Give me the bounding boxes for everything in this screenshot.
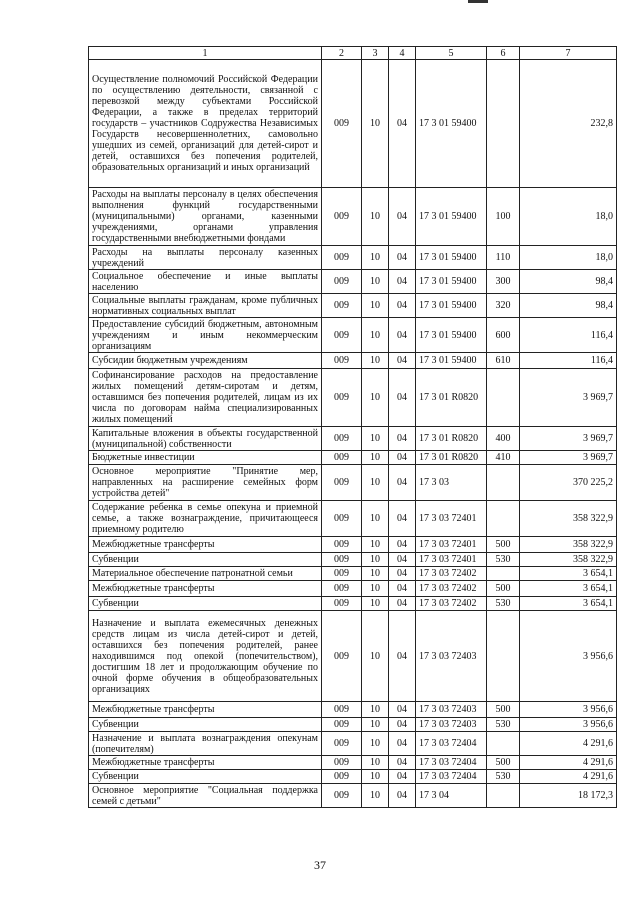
row-expense-type: [487, 611, 520, 702]
row-subsection-code: 04: [389, 597, 416, 611]
row-subsection-code: 04: [389, 294, 416, 318]
row-expense-type: [487, 784, 520, 808]
row-amount: 3 654,1: [520, 597, 617, 611]
column-header: 4: [389, 47, 416, 60]
row-target-article: 17 3 01 59400: [416, 60, 487, 188]
row-subsection-code: 04: [389, 246, 416, 270]
row-name: Содержание ребенка в семье опекуна и приемной семье, а также вознаграждение, причитающееся приемному родителю: [89, 501, 322, 537]
row-section-code: 10: [362, 597, 389, 611]
row-amount: 116,4: [520, 353, 617, 369]
column-header: 7: [520, 47, 617, 60]
row-section-code: 10: [362, 60, 389, 188]
table-row: [89, 732, 617, 756]
table-row: [89, 188, 617, 246]
table-row: [89, 60, 617, 188]
row-section-code: 10: [362, 756, 389, 770]
row-section-code: 10: [362, 188, 389, 246]
table-row: [89, 318, 617, 353]
row-target-article: 17 3 01 59400: [416, 246, 487, 270]
row-section-code: 10: [362, 427, 389, 451]
row-section-code: 10: [362, 718, 389, 732]
row-name: Софинансирование расходов на предоставление жилых помещений детям-сиротам и детям, оставшимся без попечения родителей, лицам из их числа по договорам найма специализированных жилых помещений: [89, 369, 322, 427]
table-row: [89, 770, 617, 784]
row-amount: 4 291,6: [520, 756, 617, 770]
row-ministry-code: 009: [322, 369, 362, 427]
row-section-code: 10: [362, 369, 389, 427]
row-target-article: 17 3 03 72403: [416, 718, 487, 732]
row-ministry-code: 009: [322, 770, 362, 784]
row-ministry-code: 009: [322, 718, 362, 732]
row-section-code: 10: [362, 581, 389, 597]
row-expense-type: [487, 501, 520, 537]
row-amount: 4 291,6: [520, 770, 617, 784]
row-section-code: 10: [362, 732, 389, 756]
row-amount: 358 322,9: [520, 553, 617, 567]
row-section-code: 10: [362, 553, 389, 567]
row-name: Основное мероприятие "Принятие мер, направленных на расширение семейных форм устройства детей": [89, 465, 322, 501]
table-row: [89, 553, 617, 567]
row-ministry-code: 009: [322, 756, 362, 770]
row-name: Субвенции: [89, 770, 322, 784]
row-expense-type: 530: [487, 718, 520, 732]
column-header: 5: [416, 47, 487, 60]
table-row: [89, 369, 617, 427]
row-ministry-code: 009: [322, 246, 362, 270]
table-row: [89, 427, 617, 451]
page-number: 37: [314, 858, 326, 872]
row-ministry-code: 009: [322, 270, 362, 294]
row-name: Осуществление полномочий Российской Федерации по осуществлению деятельности, связанной с перевозкой между субъектами Российской Федерации, а также в пределах территорий государств – участников Содружества Независимых Государств несовершеннолетних, самовольно ушедших из семей, организаций для детей-сирот и детей, оставшихся без попечения родителей, образовательных организаций и иных организаций: [89, 60, 322, 188]
row-amount: 3 956,6: [520, 702, 617, 718]
row-amount: 358 322,9: [520, 501, 617, 537]
row-target-article: 17 3 03 72402: [416, 597, 487, 611]
row-name: Социальные выплаты гражданам, кроме публичных нормативных социальных выплат: [89, 294, 322, 318]
row-name: Предоставление субсидий бюджетным, автономным учреждениям и иным некоммерческим организациям: [89, 318, 322, 353]
row-section-code: 10: [362, 270, 389, 294]
row-section-code: 10: [362, 537, 389, 553]
row-expense-type: 320: [487, 294, 520, 318]
row-subsection-code: 04: [389, 702, 416, 718]
row-ministry-code: 009: [322, 581, 362, 597]
row-subsection-code: 04: [389, 318, 416, 353]
row-amount: 3 654,1: [520, 581, 617, 597]
row-section-code: 10: [362, 567, 389, 581]
row-ministry-code: 009: [322, 353, 362, 369]
row-target-article: 17 3 03 72402: [416, 567, 487, 581]
row-subsection-code: 04: [389, 270, 416, 294]
row-ministry-code: 009: [322, 427, 362, 451]
row-subsection-code: 04: [389, 784, 416, 808]
row-target-article: 17 3 03 72404: [416, 756, 487, 770]
budget-table-body: [89, 47, 617, 808]
table-row: [89, 451, 617, 465]
row-subsection-code: 04: [389, 770, 416, 784]
column-header: 1: [89, 47, 322, 60]
row-amount: 3 969,7: [520, 369, 617, 427]
row-target-article: 17 3 01 59400: [416, 318, 487, 353]
row-ministry-code: 009: [322, 188, 362, 246]
row-section-code: 10: [362, 451, 389, 465]
row-subsection-code: 04: [389, 611, 416, 702]
row-subsection-code: 04: [389, 732, 416, 756]
row-amount: 232,8: [520, 60, 617, 188]
row-name: Капитальные вложения в объекты государственной (муниципальной) собственности: [89, 427, 322, 451]
row-expense-type: [487, 567, 520, 581]
row-expense-type: 500: [487, 756, 520, 770]
row-ministry-code: 009: [322, 784, 362, 808]
row-section-code: 10: [362, 294, 389, 318]
row-name: Социальное обеспечение и иные выплаты населению: [89, 270, 322, 294]
row-expense-type: [487, 369, 520, 427]
table-row: [89, 501, 617, 537]
row-section-code: 10: [362, 318, 389, 353]
table-row: [89, 465, 617, 501]
table-row: [89, 784, 617, 808]
row-name: Межбюджетные трансферты: [89, 581, 322, 597]
table-row: [89, 718, 617, 732]
row-ministry-code: 009: [322, 553, 362, 567]
row-ministry-code: 009: [322, 451, 362, 465]
row-subsection-code: 04: [389, 537, 416, 553]
row-subsection-code: 04: [389, 369, 416, 427]
column-number-header: [89, 47, 617, 60]
row-amount: 3 969,7: [520, 427, 617, 451]
row-amount: 358 322,9: [520, 537, 617, 553]
row-target-article: 17 3 03 72403: [416, 611, 487, 702]
table-row: [89, 756, 617, 770]
row-target-article: 17 3 03 72404: [416, 770, 487, 784]
row-amount: 3 969,7: [520, 451, 617, 465]
row-subsection-code: 04: [389, 567, 416, 581]
row-name: Субвенции: [89, 553, 322, 567]
row-section-code: 10: [362, 784, 389, 808]
row-ministry-code: 009: [322, 60, 362, 188]
row-amount: 116,4: [520, 318, 617, 353]
row-target-article: 17 3 04: [416, 784, 487, 808]
row-section-code: 10: [362, 770, 389, 784]
table-row: [89, 567, 617, 581]
row-ministry-code: 009: [322, 537, 362, 553]
table-row: [89, 294, 617, 318]
column-header: 2: [322, 47, 362, 60]
row-target-article: 17 3 01 59400: [416, 188, 487, 246]
row-name: Расходы на выплаты персоналу в целях обеспечения выполнения функций государственными (муниципальными) органами, казенными учреждениями, органами управления государственными внебюджетными фондами: [89, 188, 322, 246]
row-subsection-code: 04: [389, 553, 416, 567]
row-amount: 98,4: [520, 270, 617, 294]
row-expense-type: [487, 465, 520, 501]
row-amount: 3 956,6: [520, 611, 617, 702]
row-subsection-code: 04: [389, 353, 416, 369]
row-name: Субвенции: [89, 597, 322, 611]
row-expense-type: 300: [487, 270, 520, 294]
row-section-code: 10: [362, 501, 389, 537]
row-target-article: 17 3 01 R0820: [416, 451, 487, 465]
row-ministry-code: 009: [322, 611, 362, 702]
row-target-article: 17 3 01 R0820: [416, 427, 487, 451]
row-section-code: 10: [362, 353, 389, 369]
row-subsection-code: 04: [389, 188, 416, 246]
row-expense-type: 410: [487, 451, 520, 465]
row-target-article: 17 3 03 72401: [416, 537, 487, 553]
row-subsection-code: 04: [389, 756, 416, 770]
row-subsection-code: 04: [389, 501, 416, 537]
row-expense-type: 610: [487, 353, 520, 369]
row-target-article: 17 3 01 R0820: [416, 369, 487, 427]
row-name: Основное мероприятие "Социальная поддержка семей с детьми": [89, 784, 322, 808]
row-amount: 18,0: [520, 246, 617, 270]
table-row: [89, 537, 617, 553]
row-subsection-code: 04: [389, 60, 416, 188]
row-expense-type: 530: [487, 770, 520, 784]
row-expense-type: 530: [487, 553, 520, 567]
row-subsection-code: 04: [389, 718, 416, 732]
row-section-code: 10: [362, 702, 389, 718]
row-expense-type: [487, 732, 520, 756]
row-name: Субсидии бюджетным учреждениям: [89, 353, 322, 369]
row-ministry-code: 009: [322, 732, 362, 756]
row-section-code: 10: [362, 246, 389, 270]
row-ministry-code: 009: [322, 567, 362, 581]
row-amount: 3 956,6: [520, 718, 617, 732]
row-target-article: 17 3 03 72401: [416, 501, 487, 537]
row-amount: 3 654,1: [520, 567, 617, 581]
row-expense-type: 600: [487, 318, 520, 353]
table-row: [89, 597, 617, 611]
row-amount: 18,0: [520, 188, 617, 246]
row-subsection-code: 04: [389, 581, 416, 597]
table-row: [89, 353, 617, 369]
row-amount: 370 225,2: [520, 465, 617, 501]
row-target-article: 17 3 01 59400: [416, 270, 487, 294]
row-section-code: 10: [362, 465, 389, 501]
row-name: Назначение и выплата вознаграждения опекунам (попечителям): [89, 732, 322, 756]
row-name: Межбюджетные трансферты: [89, 756, 322, 770]
row-name: Назначение и выплата ежемесячных денежных средств лицам из числа детей-сирот и детей, оставшихся без попечения родителей, ранее находившимся под опекой (попечительством), достигшим 18 лет и продолжающим обучение по очной форме обучения в общеобразовательных организациях: [89, 611, 322, 702]
row-expense-type: 500: [487, 581, 520, 597]
row-target-article: 17 3 03 72401: [416, 553, 487, 567]
row-expense-type: 100: [487, 188, 520, 246]
row-name: Расходы на выплаты персоналу казенных учреждений: [89, 246, 322, 270]
row-target-article: 17 3 03 72403: [416, 702, 487, 718]
row-expense-type: 400: [487, 427, 520, 451]
column-header: 3: [362, 47, 389, 60]
row-expense-type: 110: [487, 246, 520, 270]
row-ministry-code: 009: [322, 294, 362, 318]
row-expense-type: 500: [487, 702, 520, 718]
row-ministry-code: 009: [322, 465, 362, 501]
row-expense-type: [487, 60, 520, 188]
budget-table-container: [88, 46, 616, 808]
row-target-article: 17 3 03 72404: [416, 732, 487, 756]
scan-mark: [468, 0, 488, 3]
row-target-article: 17 3 03 72402: [416, 581, 487, 597]
table-row: [89, 611, 617, 702]
row-ministry-code: 009: [322, 702, 362, 718]
budget-table: [88, 46, 617, 808]
row-target-article: 17 3 01 59400: [416, 353, 487, 369]
table-row: [89, 702, 617, 718]
table-row: [89, 246, 617, 270]
row-section-code: 10: [362, 611, 389, 702]
row-amount: 98,4: [520, 294, 617, 318]
row-subsection-code: 04: [389, 427, 416, 451]
row-name: Субвенции: [89, 718, 322, 732]
row-name: Материальное обеспечение патронатной семьи: [89, 567, 322, 581]
row-ministry-code: 009: [322, 597, 362, 611]
row-ministry-code: 009: [322, 501, 362, 537]
row-target-article: 17 3 03: [416, 465, 487, 501]
row-expense-type: 530: [487, 597, 520, 611]
row-name: Бюджетные инвестиции: [89, 451, 322, 465]
row-expense-type: 500: [487, 537, 520, 553]
row-amount: 18 172,3: [520, 784, 617, 808]
row-subsection-code: 04: [389, 451, 416, 465]
row-amount: 4 291,6: [520, 732, 617, 756]
row-name: Межбюджетные трансферты: [89, 702, 322, 718]
table-row: [89, 270, 617, 294]
row-target-article: 17 3 01 59400: [416, 294, 487, 318]
column-header: 6: [487, 47, 520, 60]
table-row: [89, 581, 617, 597]
row-subsection-code: 04: [389, 465, 416, 501]
row-ministry-code: 009: [322, 318, 362, 353]
row-name: Межбюджетные трансферты: [89, 537, 322, 553]
